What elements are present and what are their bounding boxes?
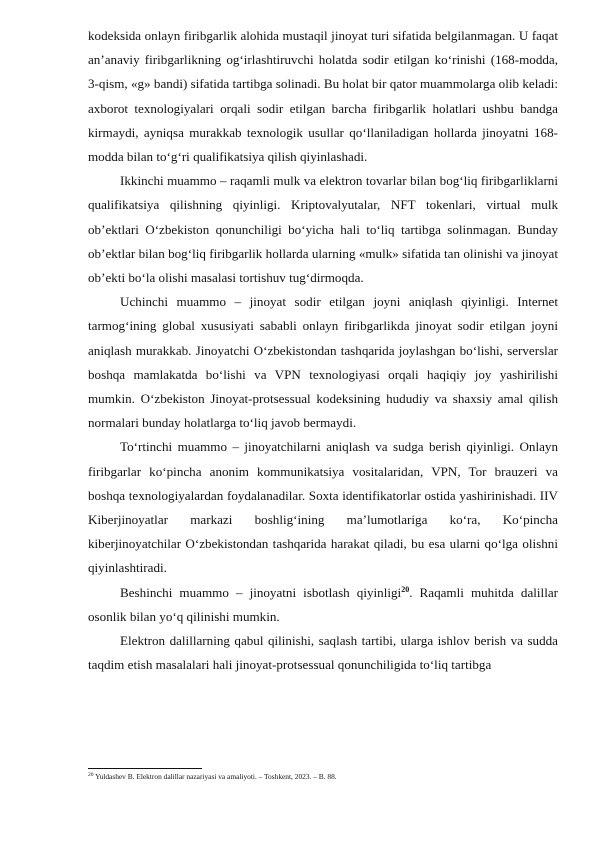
paragraph-5-text: Beshinchi muammo – jinoyatni isbotlash qiyinligi — [120, 584, 402, 600]
paragraph-5 — [88, 581, 558, 629]
paragraph-5-text-continued: . Raqamli muhitda dalillar osonlik bilan yo‘q qilinishi mumkin. — [88, 584, 559, 624]
footnote-text: Yuldashev B. Elektron dalillar nazariyasi va amaliyoti. – Toshkent, 2023. – B. 88. — [95, 772, 337, 781]
footnote-reference[interactable]: 20 — [401, 584, 410, 594]
paragraph-2: Ikkinchi muammo – raqamli mulk va elektron tovarlar bilan bog‘liq firibgarliklarni qualifikatsiya qilishning qiyinligi. Kriptovalyutalar, NFT tokenlari, virtual mulk ob’ektlari O‘zbekiston qonunchiligi bo‘yicha hali to‘liq tartibga solinmagan. Bunday ob’ektlar bilan bog‘liq firibgarlik hollarda ularning «mulk» sifatida tan olinishi va jinoyat ob’ekti bo‘la olishi masalasi tortishuv tug‘dirmoqda. — [88, 173, 558, 286]
paragraph-1: kodeksida onlayn firibgarlik alohida mustaqil jinoyat turi sifatida belgilanmagan. U faqat an’anaviy firibgarlikning og‘irlashtiruvchi holatda sodir etilgan ko‘rinishi (168-modda, 3-qism, «g» bandi) sifatida tartibga solinadi. Bu holat bir qator muammolarga olib keladi: axborot texnologiyalari orqali sodir etilgan barcha firibgarlik holatlari ushbu bandga kirmaydi, ayniqsa murakkab texnologik usullar qo‘llaniladigan hollarda jinoyatni 168-modda bilan to‘g‘ri qualifikatsiya qilish qiyinlashadi. — [88, 28, 558, 165]
paragraph-6: Elektron dalillarning qabul qilinishi, saqlash tartibi, ularga ishlov berish va sudda taqdim etish masalalari hali jinoyat-protsessual qonunchiligida to‘liq tartibga — [88, 633, 558, 673]
footnote-number: 20 — [88, 772, 94, 778]
footnote — [88, 772, 558, 782]
footnote-separator — [88, 768, 202, 769]
paragraph-4: To‘rtinchi muammo – jinoyatchilarni aniqlash va sudga berish qiyinligi. Onlayn firibgarlar ko‘pincha anonim kommunikatsiya vositalaridan, VPN, Tor brauzeri va boshqa texnologiyalardan foydalanadilar. Soxta identifikatorlar ostida yashirinishadi. IIV Kiberjinoyatlar markazi boshlig‘ining ma’lumotlariga ko‘ra, Ko‘pincha kiberjinoyatchilar O‘zbekistondan tashqarida harakat qiladi, bu esa ularni qo‘lga olishni qiyinlashtiradi. — [88, 439, 558, 576]
document-body — [88, 24, 558, 677]
paragraph-3: Uchinchi muammo – jinoyat sodir etilgan joyni aniqlash qiyinligi. Internet tarmog‘ining global xususiyati sababli onlayn firibgarlikda jinoyat sodir etilgan joyni aniqlash murakkab. Jinoyatchi O‘zbekistondan tashqarida joylashgan bo‘lishi, serverslar boshqa mamlakatda bo‘lishi va VPN texnologiyasi orqali haqiqiy joy yashirilishi mumkin. O‘zbekiston Jinoyat-protsessual kodeksining hududiy va shaxsiy amal qilish normalari bunday holatlarga to‘liq javob bermaydi. — [88, 294, 558, 431]
